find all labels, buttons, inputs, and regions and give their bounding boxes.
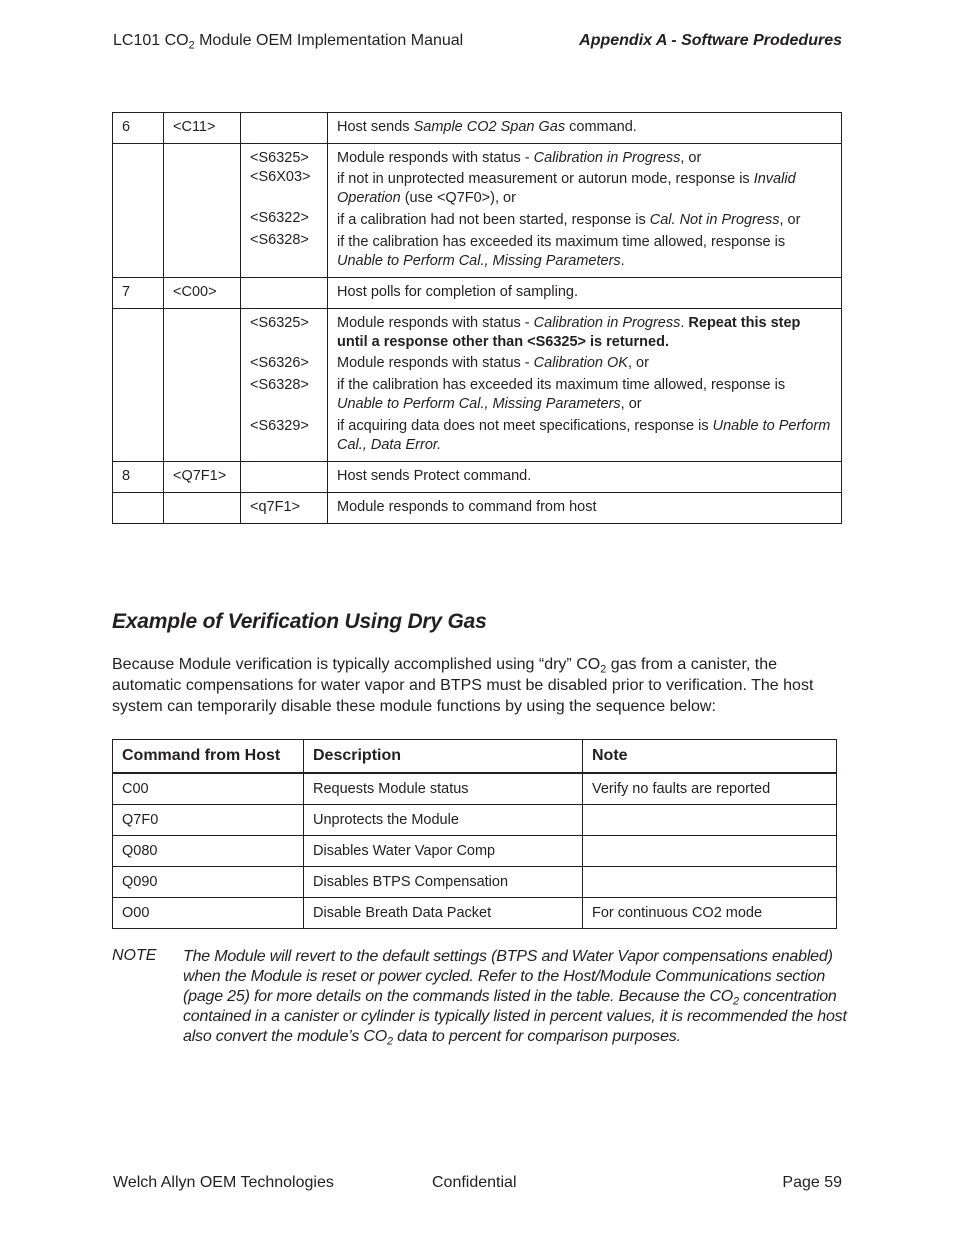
table-row (113, 773, 837, 805)
column-header-note: Note (583, 740, 837, 774)
response-description: if not in unprotected measurement or autorun mode, response is Invalid Operation (use <Q7F0>), or (337, 171, 796, 206)
description-cell: Disables Water Vapor Comp (304, 836, 583, 867)
command-cell: Q090 (113, 867, 304, 898)
response-description: Module responds with status - Calibration OK, or (337, 355, 649, 371)
response-description: Module responds with status - Calibration in Progress. Repeat this step until a response other than <S6325> is returned. (337, 315, 801, 350)
description-cell: Host sends Sample CO2 Span Gas command. (328, 113, 842, 144)
table-row (113, 867, 837, 898)
table-row (113, 898, 837, 929)
response-code: <S6325> (250, 315, 309, 331)
response-description: if the calibration has exceeded its maximum time allowed, response is Unable to Perform Cal., Missing Parameters, or (337, 377, 786, 412)
note-label: NOTE (112, 947, 157, 964)
response-code: <S6X03> (250, 169, 311, 185)
step-cell: 8 (113, 462, 164, 493)
response-code: <S6328> (250, 232, 309, 248)
response-code-cell (241, 113, 328, 144)
command-cell: <C11> (164, 113, 241, 144)
response-description: Module responds with status - Calibration in Progress, or (337, 150, 702, 166)
table-row (113, 462, 842, 493)
command-cell (164, 309, 241, 462)
response-code-cell (241, 462, 328, 493)
note-cell (583, 836, 837, 867)
response-code-cell (241, 278, 328, 309)
table-row (113, 144, 842, 278)
table-row (113, 309, 842, 462)
table-row (113, 278, 842, 309)
response-code: <S6322> (250, 210, 309, 226)
table-row (113, 113, 842, 144)
command-cell (164, 144, 241, 278)
response-code: <S6329> (250, 418, 309, 434)
note-cell: Verify no faults are reported (583, 773, 837, 805)
response-description: if acquiring data does not meet specifications, response is Unable to Perform Cal., Data Error. (337, 418, 831, 453)
note-text: The Module will revert to the default settings (BTPS and Water Vapor compensations enabled) when the Module is reset or power cycled. Refer to the Host/Module Communications section (page 25) for more details on the commands listed in the table. Because the $CO_2$ concentration contained in a canister or cylinder is typically listed in percent values, it is recommended the host also convert the module’s $CO_2$ data to percent for comparison purposes. (183, 948, 847, 1048)
note-cell: For continuous CO2 mode (583, 898, 837, 929)
step-cell: 6 (113, 113, 164, 144)
description-cell: Requests Module status (304, 773, 583, 805)
verification-table (112, 739, 837, 929)
command-cell: <C00> (164, 278, 241, 309)
command-cell: O00 (113, 898, 304, 929)
response-code: <S6325> (250, 150, 309, 166)
table-row (113, 836, 837, 867)
column-header-description: Description (304, 740, 583, 774)
response-code: <S6326> (250, 355, 309, 371)
description-cell: Unprotects the Module (304, 805, 583, 836)
section-title: Example of Verification Using Dry Gas (112, 610, 487, 633)
step-cell: 7 (113, 278, 164, 309)
column-header-command: Command from Host (113, 740, 304, 774)
table-row (113, 805, 837, 836)
footer-company: Welch Allyn OEM Technologies (113, 1174, 334, 1191)
description-cell: Module responds to command from host (328, 493, 842, 524)
command-sequence-table (112, 112, 842, 524)
response-code-cell (241, 144, 328, 278)
intro-paragraph: Because Module verification is typically accomplished using “dry” $CO_2$ gas from a canister, the automatic compensations for water vapor and BTPS must be disabled prior to verification. The host system can temporarily disable these module functions by using the sequence below: (112, 656, 814, 715)
table-row (113, 493, 842, 524)
description-cell (328, 309, 842, 462)
description-cell: Disable Breath Data Packet (304, 898, 583, 929)
description-cell: Host polls for completion of sampling. (328, 278, 842, 309)
note-cell (583, 867, 837, 898)
note-cell (583, 805, 837, 836)
footer-confidential: Confidential (432, 1174, 517, 1191)
command-cell: Q080 (113, 836, 304, 867)
running-header-title: LC101 $CO_2$ Module OEM Implementation Manual (113, 32, 464, 52)
command-cell: C00 (113, 773, 304, 805)
table-header-row (113, 740, 837, 774)
command-cell: Q7F0 (113, 805, 304, 836)
description-cell (328, 144, 842, 278)
command-cell (164, 493, 241, 524)
response-code-cell: <q7F1> (241, 493, 328, 524)
step-cell (113, 309, 164, 462)
description-cell: Disables BTPS Compensation (304, 867, 583, 898)
step-cell (113, 144, 164, 278)
running-header-section: Appendix A - Software Prodedures (579, 32, 842, 49)
command-cell: <Q7F1> (164, 462, 241, 493)
response-code: <S6328> (250, 377, 309, 393)
response-description: if the calibration has exceeded its maximum time allowed, response is Unable to Perform Cal., Missing Parameters. (337, 234, 786, 269)
response-description: if a calibration had not been started, response is Cal. Not in Progress, or (337, 212, 801, 228)
response-code-cell (241, 309, 328, 462)
footer-page-number: Page 59 (782, 1174, 842, 1191)
description-cell: Host sends Protect command. (328, 462, 842, 493)
step-cell (113, 493, 164, 524)
